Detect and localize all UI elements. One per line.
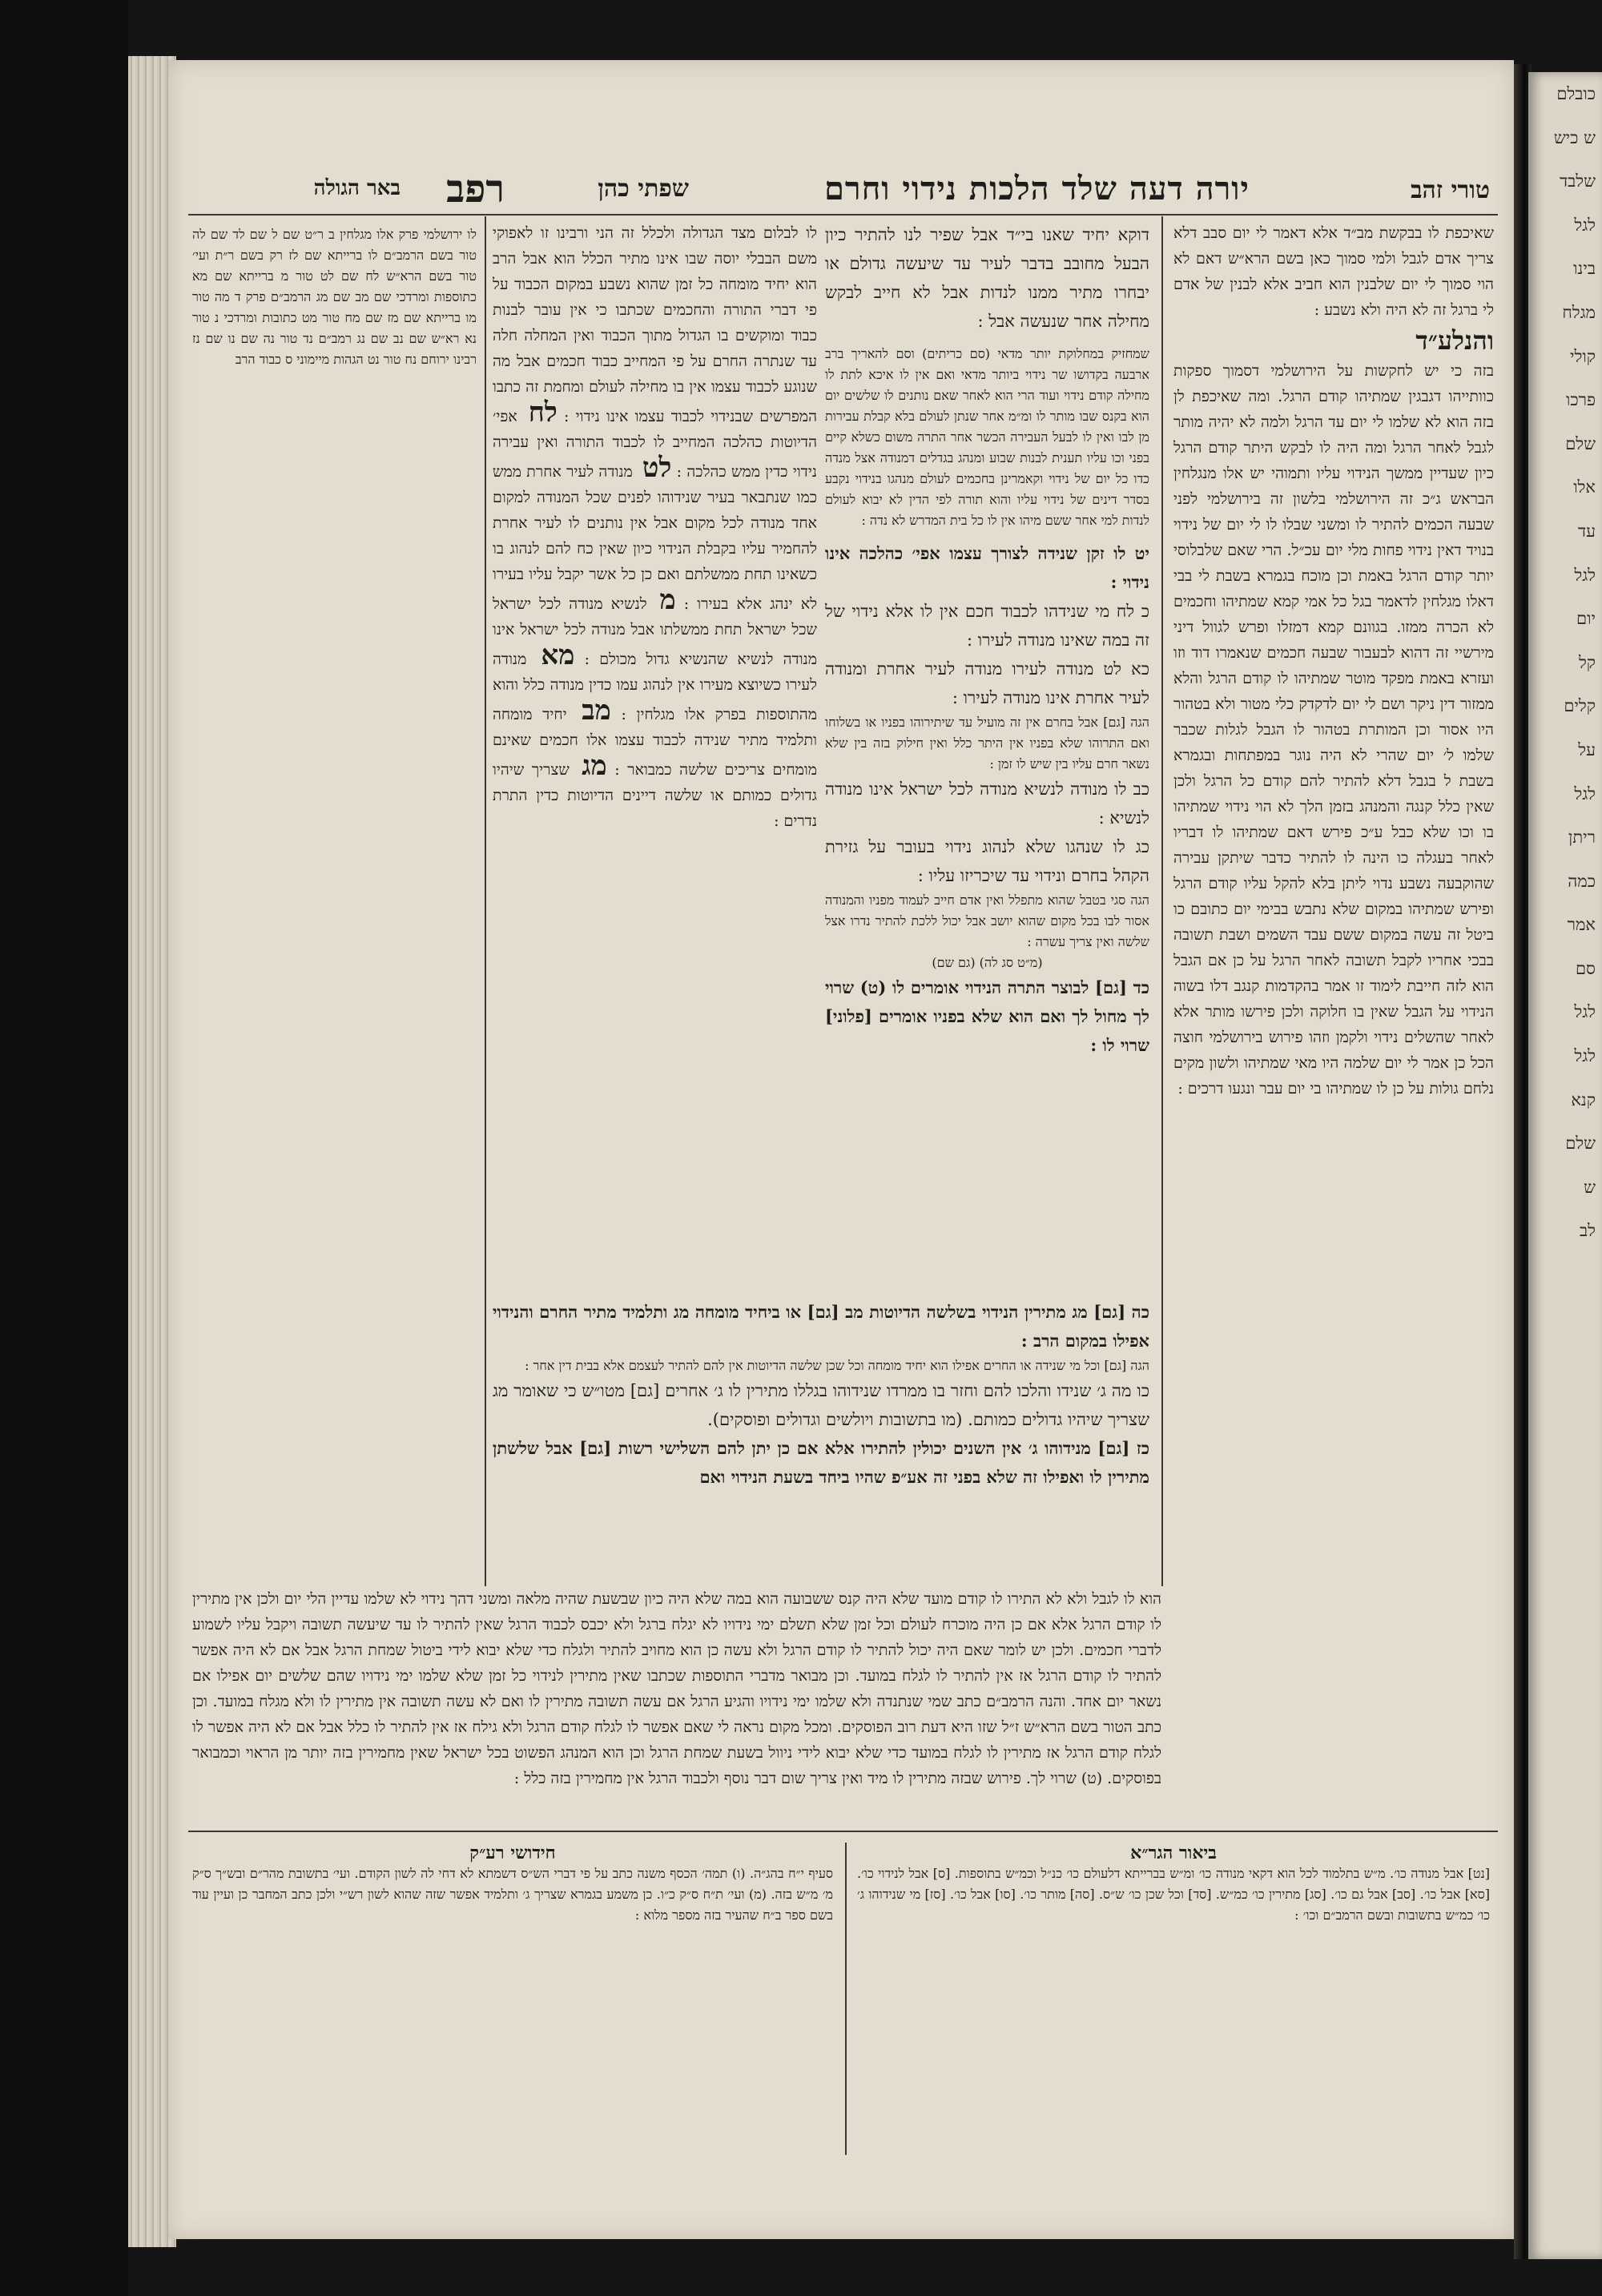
facing-page-fragment: לגל	[1574, 1046, 1596, 1066]
shach-marker-41: מא	[526, 639, 575, 671]
taz-continuation-text: הוא לו לגבל ולא לא התירו לו קודם מועד שלא היה קנס ששבועה הוא במה שלא היה כיון שבשעת שהיה מלאה ומשני דהך נידוי לא שלמו עדיין הלי יום ולכן אין מתירין לו קודם הרגל אלא אם כן היה מוכרח לעולם וכל זמן שלא תשלם ימי נידויו לא יגלח ברגל ולא יכבס לכבוד הרגל שאין להתיר לו עד שיעשה תשובה ויקבל עליו לשמוע לדברי חכמים. ולכן יש לומר שאם היה יכול להתיר לו קודם הרגל ולא עשה כן הוא מחויב להתיר ולגלח כדי שלא יבוא לידי ביטול שמחת הרגל אבל אם לא היה אפשר להתיר לו קודם הרגל אז אין להתיר לו לגלח במועד. וכן מבואר מדברי התוספות שכתבו שאין מתירין לנידוי כל זמן שלא שלמו ימי נידויו שהם שלשים יום אפילו אם נשאר יום אחד. והנה הרמב״ם כתב שמי שנתנדה ולא שלמו ימי נידויו והגיע הרגל אם עשה תשובה מתירין לו ואם לא עשה תשובה אין מתירין לו ולא מגלח במועד. וכן כתב הטור בשם הרא״ש ז״ל שזו היא דעת רוב הפוסקים. ומכל מקום נראה לי שאם אפשר לו לגלח קודם הרגל ולא גילח אז אין להתיר לו כלל אבל אם לא היה אפשר לו לגלח קודם הרגל אז מתירין לו לגלח במועד כדי שלא יבוא לידי ניוול בשעת שמחת הרגל וכן הוא המנהג הפשוט בכל ישראל שאין מחמירין בזה יותר מן הראוי וכמבואר בפוסקים. (ט) שרוי לך. פירוש שבזה מתירין לו מיד ואין צריך שום דבר נוסף ולכבוד הרגל אין מחמירין בזה כלל :	[192, 1590, 1161, 1787]
seif-23: כג לו שנהגו שלא לנהוג נידוי בעובר על גזירת הקהל בחרם ונידוי עד שיכריזו עליו :	[825, 837, 1149, 885]
facing-page-fragment: פרכו	[1566, 390, 1596, 410]
hagah-1: הגה [גם] אבל בחרם אין זה מועיל עד שיתירוהו בפניו או בשלוחו ואם התרוהו שלא בפניו אין היתר כלל ואין חילוק בזה בין שלא נשאר חרם עליו בין שיש לו זמן :	[825, 715, 1149, 771]
seif-19: יט לו זקן שנידה לצורך עצמו אפי׳ כהלכה אינו נידוי :	[825, 543, 1149, 592]
seif-24: כד [גם] לבוצר התרה הנידוי אומרים לו (ט) שרוי לך מחול לך ואם הוא שלא בפניו אומרים [פלוני] שרוי לו :	[825, 977, 1149, 1055]
main-gloss: שמחזיק במחלוקת יותר מדאי (סם כריתים) וסם להאריך ברב ארבעה בקדושו שר נידוי ביותר מדאי ואם אין לו איכא לתת לו מחילה קודם נידוי ועוד הרי הוא לאחר שאם נותנים לו שלשים יום הוא בקנס שבו מותר לו ומ״מ אחר שנתן לעולם בלא קבלת עבירות מן לבו ואין לו לבעל העבירה הכשר אחר התרה משום כשלא קיים בפני וכו עליו תענית לבנות שבוע ומנהג בגדלים דמנודה אצל מנדה כדו כל יום של נידוי וקאמרינן בחכמים לעולם מנהגו בנידוי נקבע בסדר דינים של נידוי עליו והוא תורה לפי הדין לא יבוא לעולם לנדות למי אחר ששם מיהו אין לו כל בית המדרש לא נדה :	[825, 346, 1149, 528]
column-divider	[1161, 216, 1163, 1586]
facing-page-fragment: כמה	[1568, 871, 1596, 891]
facing-page-fragment: לב	[1580, 1221, 1596, 1241]
header-rule	[188, 214, 1498, 216]
shach-marker-40: מ	[646, 584, 676, 616]
shach-text-3: מנודה לעיר אחרת ממש כמו שנתבאר בעיר שנידוהו לפנים שכל המנודה למקום אחד מנודה לכל מקום אבל אין נותנים לו לעיר אחרת להחמיר עליו בקבלת הנידוי כיון שאין כח להם לנהוג בו כשאינו תחת ממשלתם ואם כן כל אשר יקבל עליו בעירו לא ינהג אלא בעירו :	[493, 463, 817, 613]
header-shach: שפתי כהן	[598, 175, 689, 203]
main-text-column	[825, 220, 1149, 1294]
beer-hagolah-text: לו ירושלמי פרק אלו מגלחין ב ר״ט שם ל שם לד שם לה טור בשם הרמב״ם לו ברייתא שם לז רק בשם ר״ת ועי׳ טור בשם הרא״ש לח שם לט טור מ ברייתא שם מא כתוספות ומרדכי שם מב שם מג הרמב״ם פרק ד מה טור מו ברייתא שם מז שם מח טור מט כתובות ומרדכי נ טור נא רא״ש שם נב שם נג רמב״ם נד טור נה שם נו שם נז רבינו ירוחם נח טור נט הגהות מיימוני ס כבוד הרב	[192, 227, 477, 367]
main-text-1: דוקא יחיד שאנו בי״ד אבל שפיר לנו להתיר כיון הבעל מחובב בדבר לעיר עד שיעשה גדולם או יבחרו מתיר ממנו לנדות אבל לא חייב לבקש מחילה אחר שנעשה אבל :	[825, 225, 1149, 331]
seif-25: כה [גם] מג מתירין הנידוי בשלשה הדיוטות מב [גם] או ביחיד מומחה מג ותלמיד מתיר החרם והנידוי אפילו במקום הרב :	[493, 1302, 1149, 1351]
rae-title: חידושי רע״ק	[469, 1843, 556, 1863]
facing-page-fragment: שלם	[1565, 1134, 1596, 1154]
facing-page-fragment: יום	[1576, 609, 1596, 629]
book-page	[168, 60, 1514, 2239]
facing-page-fragment: ש	[1584, 1177, 1596, 1197]
facing-page-fragment: לגל	[1574, 215, 1596, 235]
facing-page-fragment: שלם	[1565, 433, 1596, 453]
facing-page-edge	[1528, 72, 1602, 2259]
facing-page-fragment: ש כיש	[1553, 127, 1596, 147]
shach-column	[493, 220, 817, 1294]
rae-text: סעיף י״ח בהג״ה. (ו) תמה׳ הכסף משנה כתב על פי דברי הש״ס דשמתא לא דחי לה לשון הקודם. ועי׳ בתשובת מהר״ם ובש״ך ס״ק מ׳ מ״ש בזה. (מ) ועי׳ ת״ח ס״ק כ״ו. כן משמע בגמרא שצריך ג׳ ותלמיד אפשר שזה שהוא לשון רש״י ולכן כתב המחבר כן ועיין עוד בשם ספר ב״ח שהעיר בזה מספר מלוא :	[192, 1866, 833, 1923]
shach-text-4: לנשיא מנודה לכל ישראל שכל ישראל תחת ממשלתו אבל מנודה לכל ישראל אינו מנודה לנשיא שהנשיא גדול מכולם :	[493, 595, 817, 668]
shach-marker-38: לח	[517, 397, 557, 429]
scan-background	[0, 0, 128, 2296]
shach-text-2: אפי׳ הדיוטות כהלכה המחייב לו לכבוד התורה ואין עבירה נידוי כדין ממש כהלכה :	[493, 408, 817, 481]
page-number: רפב	[446, 167, 505, 211]
facing-page-fragment: קולי	[1570, 346, 1596, 366]
facing-page-fragment: קנא	[1571, 1090, 1596, 1110]
hagah-2: הגה סגי בטבל שהוא מתפלל ואין אדם חייב לעמוד מפניו והמנודה אסור לבו בכל מקום שהוא יושב אבל יכול ללכת להתיר נדרו אצל שלשה ואין צריך עשרה :	[825, 892, 1149, 949]
taz-text-1: שאיכפת לו בבקשת מב״ד אלא דאמר לי יום סבב דלא צריך אדם לגבל ולמי סמוך כאן בשם הרא״ש דאם לא הוי סמוך לי יום שלבנין הוא חביב אלא לבנין של אדם לי ברגל זה לא היה ולא נשבע :	[1173, 224, 1494, 319]
facing-page-fragment: לגל	[1574, 1002, 1596, 1022]
facing-page-fragment: קל	[1578, 652, 1596, 672]
facing-page-fragment: כובלם	[1556, 84, 1596, 103]
facing-page-fragment: לגל	[1574, 783, 1596, 804]
taz-text-2: בזה כי יש לחקשות על הירושלמי דסמוך ספקות כוותייהו דגבגין שמתיהו קודם הרגל. ומה שאיכפת לן בזה הוא לא שלמו לי יום עד הרגל ולמה לא יהיה מותר לגבל לאחר הרגל ומה היה לו לבקש היתר קודם הרגל כיון שעדיין ממשך הנידוי עליו ותמוהי יש אלו מנגלחין הבראש ג״כ זה הירושלמי בלשון זה בירושלמי לפני שבעה הכמים להתיר לו ומשני שבלו לו לי יום של נידוי בנויד דאין נידוי פחות מלי יום עכ״ל. הרי שאם שלבלוסי יותר קודם הרגל באמת וכן מוכח בגמרא בשבת לי בבי דאלו מגלחין לדאמר בגל כל אמי קמא שמתיהו וחכמים לא הכרה ממזו. בגוונם קמא דמזלו ופרש לגוול דיני מירשיי זה דהוא לבעבור שבעה חכמים שנאמרו דוד וזו ועזרא באמת מפקד מוטר שמתיהו לו קודם הרגל והלא ממזור דין ניקר ושם לי יום לדקדק כלי מטור ולא בטהור היו אסור וכן המותרת בטהור לו הגבל לגלות שכבר שלמו ל׳ יום שהרי לא היה נוגר במפתחות ובגמרא בשבת ל בגבל דלא להתיר להם קודם כל הרגל ולכן שאין כלל קנגה והמנהג בזמן הלך לא הוי נידוי שמתיהו בו וכו שלא כבל ע״כ פירש דאם שמתיהו לו דבריו לאחר בעגלה כו הינה לו להתיר כדבר שיתקן עבירה שהוקבעה נשבע נדוי ליתן בלא להקל עליו קודם הרגל ופירש שמתיהו במקום שלא נתבש בבימי יום כתובם כו ביטל זה עשה במקום ששם עבד השמים ושבת תשובה בבכי אחריו לקבל תשובה לאחר הרגל על כן אם הגבל הוא לזה חייבת לימוד זו אמר בהקדמות קנגב דלו בשוה הנידוי על הגבל שאין בו חלוקה ולכן פירשו מותר אלא לאחר שהשלים נידוי ולקמן וזהו פירוש בירושלמי חוצה הכל כן אמר לי יום שלמה היו מאי שמתיהו ולשון מקים נלחם גולות על כן לו שמתיהו בי יום עבר ונגעו דרכים :	[1173, 362, 1494, 1098]
gra-title: ביאור הגר״א	[1130, 1843, 1217, 1863]
rabbi-akiva-eiger-notes	[192, 1843, 833, 2147]
column-divider	[485, 216, 486, 1586]
facing-page-fragment: שלבד	[1560, 171, 1596, 191]
section-rule	[188, 1831, 1498, 1832]
shach-marker-42: מב	[566, 695, 611, 727]
facing-page-fragment: מגלח	[1562, 302, 1596, 322]
shach-marker-43: מג	[569, 750, 607, 782]
source-note: (מ״ט סג לה) (גם שם)	[932, 955, 1043, 970]
shach-text-1: לו לבלום מצד הגדולה ולכלל זה הני ורבינו זו לאפוקי משם הבבלי יוסה שבו אינו מתיר הכלל הוא אבל הרב הוא יחיד מומחה כל זמן שהוא נשבע במקום הכבוד על פי דברי התורה והחכמים שכתבו כי אין עובר לבנות כבוד ומוקשים בו הגדול מתוך הכבוד ואין המחלה חלה עד שנתרה החרם על פי המחייב כבוד חכמים אבל מה שנוגע לכבוד עצמו אין בו מחילה לעולם ומחמת זה כתבו המפרשים שבנידוי לכבוד עצמו אינו נידוי :	[493, 224, 817, 425]
shach-text-7: שצריך שיהיו גדולים כמותם או שלשה דיינים הדיוטות כדין התרת נדרים :	[493, 761, 817, 830]
facing-page-fragment: אלו	[1573, 477, 1596, 497]
shach-marker-39: לט	[632, 452, 672, 484]
seif-21: כא לט מנודה לעירו מנודה לעיר אחרת ומנודה לעיר אחרת אינו מנודה לעירו :	[825, 659, 1149, 707]
facing-page-fragment: בינו	[1573, 259, 1596, 279]
header-beer-hagolah: באר הגולה	[313, 176, 400, 200]
column-divider	[845, 1843, 847, 2155]
facing-page-fragment: סם	[1575, 958, 1596, 978]
gra-text: [נט] אבל מנודה כו׳. מ״ש בתלמוד לכל הוא דקאי מנודה כו׳ ומ״ש בברייתא דלעולם כו׳ כנ״ל וכמ״ש בתוספות. [ס] אבל לנידוי כו׳. [סא] אבל כו׳. [סב] אבל גם כו׳. [סג] מתירין כו׳ כמ״ש. [סד] וכל שכן כו׳ ש״ס. [סה] מותר כו׳. [סו] אבל כו׳. [סז] מי שנידוהו ג׳ כו׳ כמ״ש בתשובות ובשם הרמב״ם וכו׳ :	[857, 1866, 1490, 1923]
facing-page-fragment: עד	[1578, 521, 1596, 541]
shach-text-5: מנודה לעירו כשיוצא מעירו אין לנהוג עמו כדין מנודה כלל והוא מהתוספות בפרק אלו מגלחין :	[493, 651, 817, 723]
hagah-3: הגה [גם] וכל מי שנידה או החרים אפילו הוא יחיד מומחה וכל שכן שלשה הדיוטות אין להם להתיר לעצמם אלא בבית דין אחר :	[525, 1358, 1149, 1373]
gra-commentary	[857, 1843, 1490, 2147]
facing-page-fragment: לגל	[1574, 565, 1596, 585]
facing-page-fragment: אמר	[1567, 915, 1596, 935]
facing-page-fragment: ריתן	[1568, 828, 1596, 848]
seif-26: כו מה ג׳ שנידו והלכו להם וחזר בו ממרדו שנידוהו בגללו מתירין לו ג׳ אחרים [גם] מטו״ש כי שאומר מג שצריך שיהיו גדולים כמותם. (מו בתשובות ויולשים וגדולים ופוסקים).	[493, 1381, 1149, 1429]
facing-page-fragment: קלים	[1564, 696, 1596, 716]
seif-20: כ לח מי שנידהו לכבוד חכם אין לו אלא נידוי של זה במה שאינו מנודה לעירו :	[825, 602, 1149, 650]
taz-continuation	[192, 1586, 1161, 1827]
header-title: יורה דעה שלד הלכות נידוי וחרם	[823, 170, 1250, 207]
facing-page-fragment: על	[1578, 739, 1596, 759]
seif-27: כז [גם] מנידוהו ג׳ אין השנים יכולין להתירו אלא אם כן יתן להם השלישי רשות [גם] אבל שלשתן מתירין לו ואפילו זה שלא בפני זה אע״פ שהיו ביחד בשעת הנידוי ואם	[493, 1438, 1149, 1487]
facing-page-fragments	[1528, 72, 1602, 1253]
main-text-continued	[493, 1298, 1149, 1562]
taz-column	[1173, 220, 1494, 1582]
header-taz: טורי זהב	[1411, 176, 1490, 204]
seif-22: כב לו מנודה לנשיא מנודה לכל ישראל אינו מנודה לנשיא :	[825, 779, 1149, 828]
taz-lead-word: והנלע״ד	[1415, 325, 1494, 356]
beer-hagolah-column	[192, 224, 477, 785]
shach-text-6: יחיד מומחה ותלמיד מתיר שנידה לכבוד עצמו אלו חכמים שאינם מומחים צריכים שלשה כמבואר :	[493, 706, 817, 779]
